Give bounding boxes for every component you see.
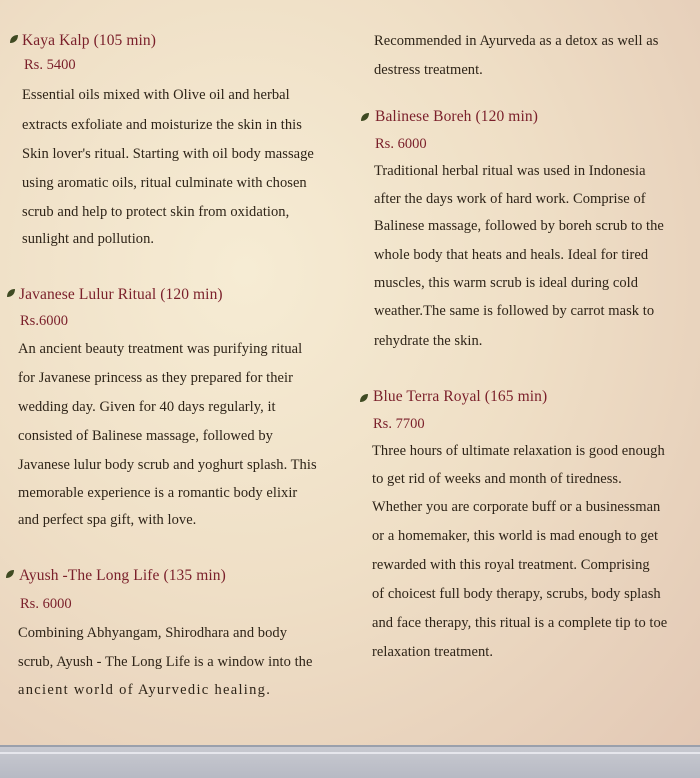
description-line: and perfect spa gift, with love. xyxy=(18,512,197,528)
page-edge xyxy=(0,745,700,778)
description-line: extracts exfoliate and moisturize the skin in this xyxy=(22,117,302,133)
treatment-price: Rs. 7700 xyxy=(373,416,425,432)
leaf-icon xyxy=(359,393,369,403)
description-line: consisted of Balinese massage, followed by xyxy=(18,428,273,444)
description-line: Essential oils mixed with Olive oil and herbal xyxy=(22,87,290,103)
description-line: wedding day. Given for 40 days regularly, it xyxy=(18,399,276,415)
description-line: Whether you are corporate buff or a businessman xyxy=(372,499,661,515)
description-line: weather.The same is followed by carrot mask to xyxy=(374,303,655,319)
description-line: destress treatment. xyxy=(374,62,483,78)
description-line: of choicest full body therapy, scrubs, body splash xyxy=(372,586,661,602)
description-line: relaxation treatment. xyxy=(372,644,494,660)
treatment-title: Javanese Lulur Ritual (120 min) xyxy=(19,286,223,303)
description-line: muscles, this warm scrub is ideal during cold xyxy=(374,275,639,291)
description-line: scrub and help to protect skin from oxidation, xyxy=(22,204,290,220)
description-line: ancient world of Ayurvedic healing. xyxy=(18,682,272,698)
treatment-price: Rs. 5400 xyxy=(24,57,76,73)
description-line: rehydrate the skin. xyxy=(374,333,483,349)
description-line: rewarded with this royal treatment. Comprising xyxy=(372,557,650,573)
treatment-title: Blue Terra Royal (165 min) xyxy=(373,388,548,405)
description-line: Recommended in Ayurveda as a detox as well as xyxy=(374,33,659,49)
divider xyxy=(0,752,700,754)
treatment-price: Rs. 6000 xyxy=(20,596,72,612)
description-line: using aromatic oils, ritual culminate with chosen xyxy=(22,175,307,191)
description-line: Balinese massage, followed by boreh scrub to the xyxy=(374,218,664,234)
leaf-icon xyxy=(6,288,16,298)
treatment-price: Rs.6000 xyxy=(20,313,68,329)
treatment-price: Rs. 6000 xyxy=(375,136,427,152)
leaf-icon xyxy=(360,112,370,122)
description-line: An ancient beauty treatment was purifying ritual xyxy=(18,341,303,357)
treatment-title: Kaya Kalp (105 min) xyxy=(22,32,157,49)
description-line: after the days work of hard work. Comprise of xyxy=(374,191,646,207)
description-line: memorable experience is a romantic body elixir xyxy=(18,485,298,501)
description-line: Skin lover's ritual. Starting with oil body massage xyxy=(22,146,314,162)
description-line: whole body that heats and heals. Ideal for tired xyxy=(374,247,649,263)
description-line: Combining Abhyangam, Shirodhara and body xyxy=(18,625,288,641)
description-line: Traditional herbal ritual was used in Indonesia xyxy=(374,163,646,179)
description-line: to get rid of weeks and month of tiredness. xyxy=(372,471,622,487)
description-line: or a homemaker, this world is mad enough to get xyxy=(372,528,659,544)
description-line: for Javanese princess as they prepared for their xyxy=(18,370,293,386)
treatment-title: Balinese Boreh (120 min) xyxy=(375,108,538,125)
leaf-icon xyxy=(9,34,19,44)
description-line: Javanese lulur body scrub and yoghurt splash. This xyxy=(18,457,317,473)
treatment-title: Ayush -The Long Life (135 min) xyxy=(19,567,226,584)
description-line: sunlight and pollution. xyxy=(22,231,155,247)
description-line: and face therapy, this ritual is a complete tip to toe xyxy=(372,615,668,631)
description-line: Three hours of ultimate relaxation is good enough xyxy=(372,443,665,459)
leaf-icon xyxy=(5,569,15,579)
description-line: scrub, Ayush - The Long Life is a window into the xyxy=(18,654,313,670)
